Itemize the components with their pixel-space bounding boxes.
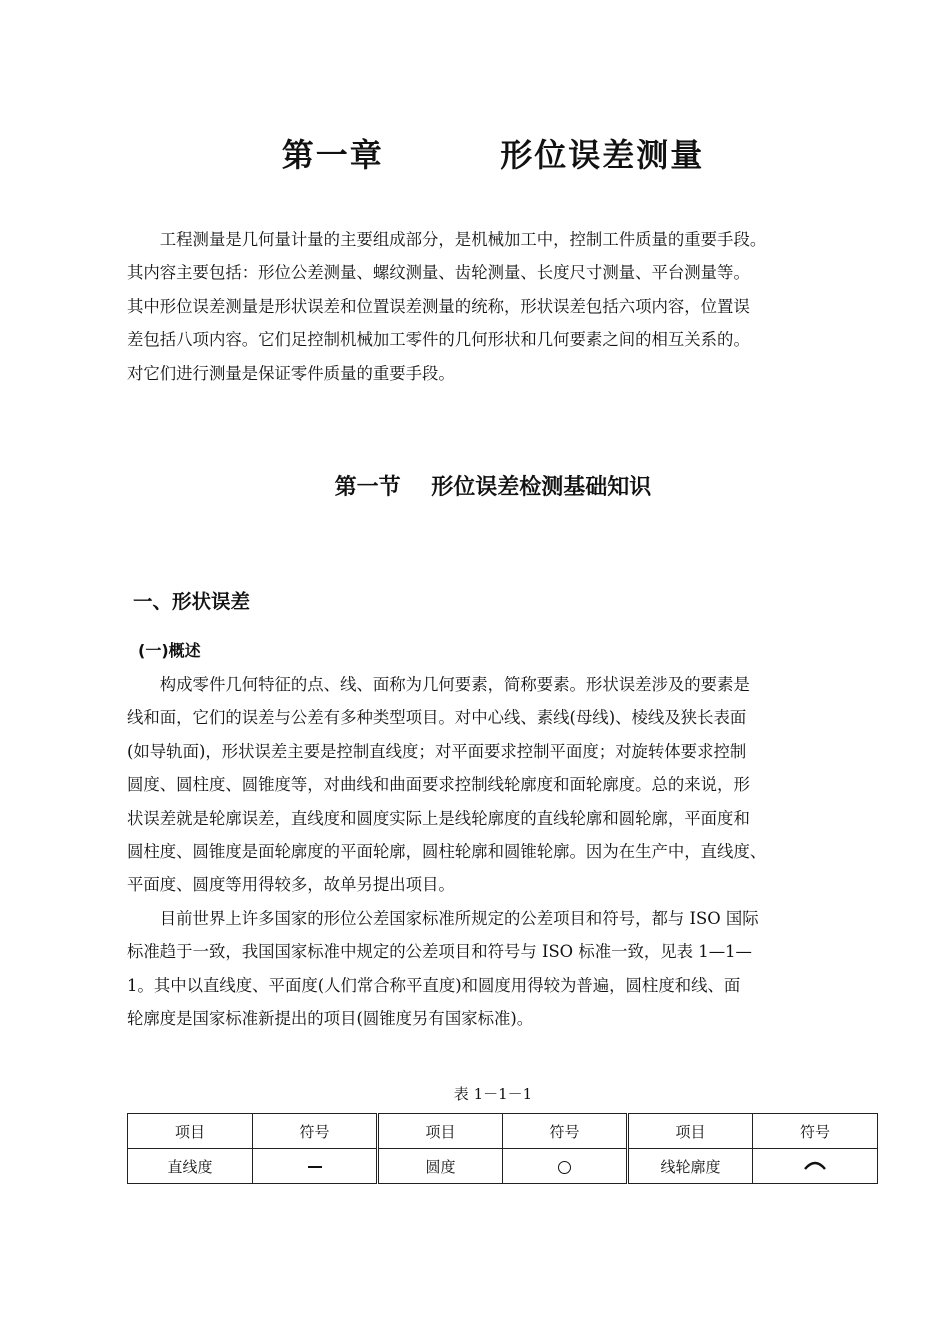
body-line: 圆柱度、圆锥度是面轮廓度的平面轮廓，圆柱轮廓和圆锥轮廓。因为在生产中，直线度、 xyxy=(127,841,767,861)
roundness-symbol-icon xyxy=(558,1161,571,1174)
item-cell: 线轮廓度 xyxy=(628,1149,753,1184)
body-line: 标准趋于一致，我国国家标准中规定的公差项目和符号与 ISO 标准一致，见表 1—1— xyxy=(127,942,752,962)
header-cell: 项目 xyxy=(128,1114,253,1149)
body-line: 状误差就是轮廓误差，直线度和圆度实际上是线轮廓度的直线轮廓和圆轮廓，平面度和 xyxy=(127,808,750,828)
header-cell: 项目 xyxy=(378,1114,503,1149)
section-title: 第一节 形位误差检测基础知识 xyxy=(334,475,652,500)
symbol-cell xyxy=(503,1149,628,1184)
intro-line: 对它们进行测量是保证零件质量的重要手段。 xyxy=(127,363,455,383)
body-line: 圆度、圆柱度、圆锥度等，对曲线和曲面要求控制线轮廓度和面轮廓度。总的来说，形 xyxy=(127,775,750,795)
chapter-title: 第一章 形位误差测量 xyxy=(281,136,705,174)
intro-line: 其中形位误差测量是形状误差和位置误差测量的统称，形状误差包括六项内容，位置误 xyxy=(127,296,750,316)
item-cell: 圆度 xyxy=(378,1149,503,1184)
straightness-symbol-icon xyxy=(308,1166,322,1168)
heading-shape-error: 一、形状误差 xyxy=(133,590,251,613)
body-paragraphs xyxy=(127,668,887,1035)
table-header-row xyxy=(128,1114,878,1149)
table-caption: 表 1－1－1 xyxy=(453,1085,533,1103)
line-profile-symbol-icon xyxy=(803,1159,827,1171)
intro-paragraph xyxy=(127,223,887,390)
tolerance-symbol-table xyxy=(127,1113,878,1184)
header-cell: 符号 xyxy=(753,1114,878,1149)
body-line: 构成零件几何特征的点、线、面称为几何要素，简称要素。形状误差涉及的要素是 xyxy=(127,675,750,694)
symbol-cell xyxy=(253,1149,378,1184)
heading-overview: (一)概述 xyxy=(138,641,201,660)
header-cell: 项目 xyxy=(628,1114,753,1149)
header-cell: 符号 xyxy=(253,1114,378,1149)
body-line: 轮廓度是国家标准新提出的项目(圆锥度另有国家标准)。 xyxy=(127,1008,534,1028)
body-line: (如导轨面)，形状误差主要是控制直线度；对平面要求控制平面度；对旋转体要求控制 xyxy=(127,741,747,761)
item-cell: 直线度 xyxy=(128,1149,253,1184)
table-row xyxy=(128,1149,878,1184)
body-line: 目前世界上许多国家的形位公差国家标准所规定的公差项目和符号，都与 ISO 国际 xyxy=(127,908,759,928)
body-line: 线和面，它们的误差与公差有多种类型项目。对中心线、素线(母线)、棱线及狭长表面 xyxy=(127,708,747,728)
intro-line: 工程测量是几何量计量的主要组成部分，是机械加工中，控制工件质量的重要手段。 xyxy=(127,230,767,249)
intro-line: 差包括八项内容。它们足控制机械加工零件的几何形状和几何要素之间的相互关系的。 xyxy=(127,330,750,350)
body-line: 平面度、圆度等用得较多，故单另提出项目。 xyxy=(127,875,455,895)
intro-line: 其内容主要包括：形位公差测量、螺纹测量、齿轮测量、长度尺寸测量、平台测量等。 xyxy=(127,263,750,283)
body-line: 1。其中以直线度、平面度(人们常合称平直度)和圆度用得较为普遍，圆柱度和线、面 xyxy=(127,975,741,995)
symbol-cell xyxy=(753,1149,878,1184)
header-cell: 符号 xyxy=(503,1114,628,1149)
